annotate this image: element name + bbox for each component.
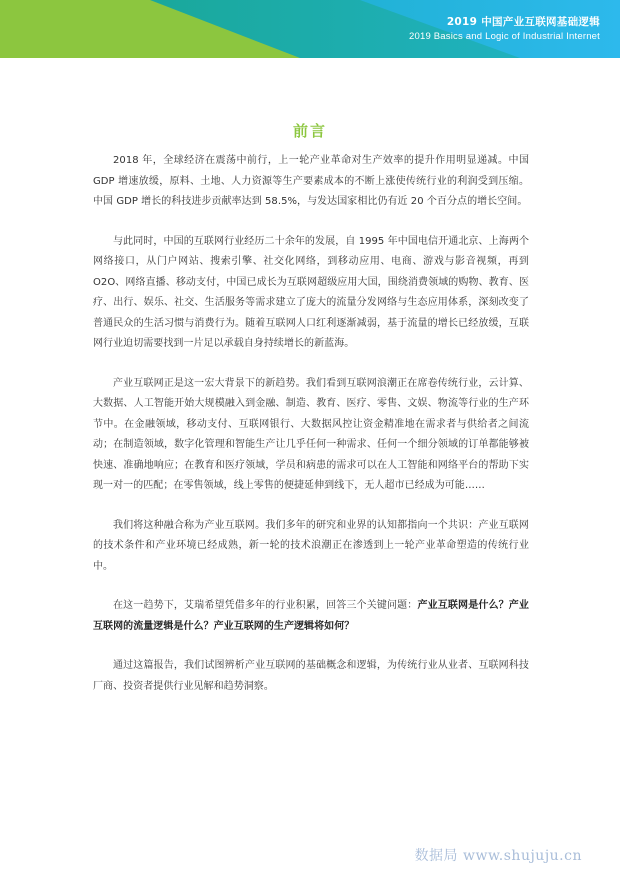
paragraph-1: 2018 年，全球经济在震荡中前行，上一轮产业革命对生产效率的提升作用明显递减。中国 GDP 增速放缓，原料、土地、人力资源等生产要素成本的不断上涨使传统行业的利润受到压缩。中国 GDP 增长的科技进步贡献率达到 58.5%，与发达国家相比仍有近 20 个百分点的增长空间。 — [93, 155, 529, 207]
paragraph-6: 通过这篇报告，我们试图辨析产业互联网的基础概念和逻辑，为传统行业从业者、互联网科技厂商、投资者提供行业见解和趋势洞察。 — [93, 660, 529, 692]
watermark: 数据局 www.shujuju.cn — [414, 848, 582, 864]
paragraph-3: 产业互联网正是这一宏大背景下的新趋势。我们看到互联网浪潮正在席卷传统行业，云计算、大数据、人工智能开始大规模融入到金融、制造、教育、医疗、零售、文娱、物流等行业的生产环节中。在金融领域，移动支付、互联网银行、大数据风控让资金精准地在需求者与供给者之间流动；在制造领域，数字化管理和智能生产让几乎任何一种需求、任何一个细分领域的订单都能够被快速、准确地响应；在教育和医疗领域，学员和病患的需求可以在人工智能和网络平台的帮助下实现一对一的匹配；在零售领域，线上零售的便捷延伸到线下，无人超市已经成为可能…… — [93, 377, 529, 491]
header-subtitle: 2019 Basics and Logic of Industrial Internet — [409, 31, 600, 42]
preface-body — [93, 151, 529, 709]
header-title: 2019 中国产业互联网基础逻辑 — [446, 16, 600, 28]
header-band — [0, 0, 620, 58]
key-questions: 产业互联网是什么？产业互联网的流量逻辑是什么？产业互联网的生产逻辑将如何？ — [93, 600, 529, 632]
paragraph-4: 我们将这种融合称为产业互联网。我们多年的研究和业界的认知都指向一个共识：产业互联网的技术条件和产业环境已经成熟，新一轮的技术浪潮正在渗透到上一轮产业革命塑造的传统行业中。 — [93, 519, 529, 572]
paragraph-2: 与此同时，中国的互联网行业经历二十余年的发展，自 1995 年中国电信开通北京、上海两个网络接口，从门户网站、搜索引擎、社交化网络，到移动应用、电商、游戏与影音视频，再到 O2O、网络直播、移动支付，中国已成长为互联网超级应用大国，围绕消费领域的购物、教育、医疗、出行、娱乐、社交、生活服务等需求建立了庞大的流量分发网络与生态应用体系，深刻改变了普通民众的生活习惯与消费行为。随着互联网人口红利逐渐减弱，基于流量的增长已经放缓，互联网行业迫切需要找到一片足以承载自身持续增长的新蓝海。 — [93, 235, 529, 349]
paragraph-5-intro: 在这一趋势下，艾瑞希望凭借多年的行业积累，回答三个关键问题： — [113, 600, 418, 611]
page-title: 前言 — [292, 122, 327, 140]
header-decoration — [0, 0, 620, 58]
paragraph-5 — [93, 596, 529, 637]
